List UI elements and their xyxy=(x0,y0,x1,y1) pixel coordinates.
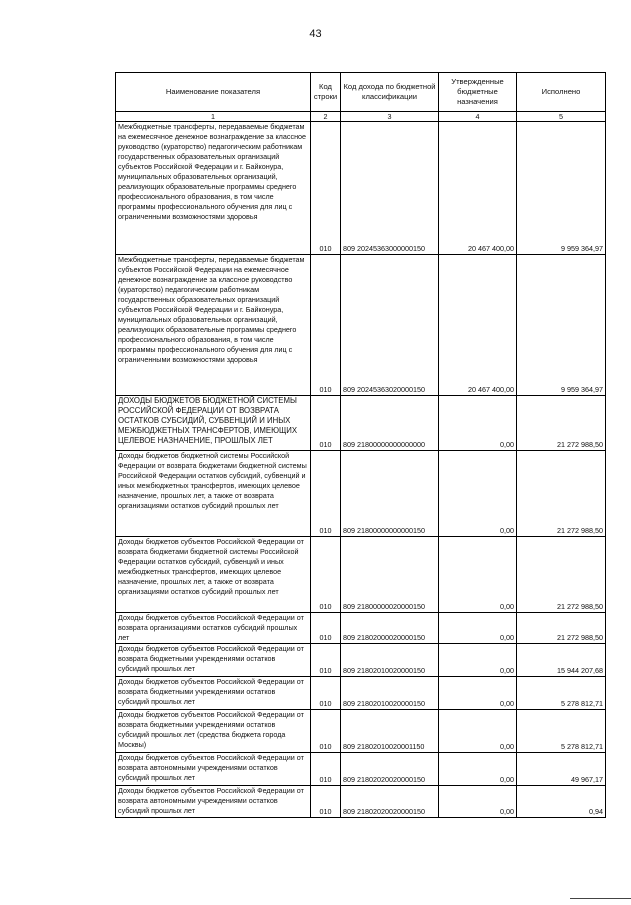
row-income-code: 809 21802020020000150 xyxy=(341,786,439,818)
header-executed: Исполнено xyxy=(517,73,606,112)
header-row xyxy=(116,73,606,112)
row-executed: 9 959 364,97 xyxy=(517,255,606,396)
row-approved: 0,00 xyxy=(439,677,517,710)
row-approved: 20 467 400,00 xyxy=(439,122,517,255)
row-executed: 0,94 xyxy=(517,786,606,818)
header-line-code: Код строки xyxy=(311,73,341,112)
row-approved: 0,00 xyxy=(439,786,517,818)
header-approved: Утвержденные бюджетные назначения xyxy=(439,73,517,112)
row-approved: 0,00 xyxy=(439,710,517,753)
table-row xyxy=(116,710,606,753)
row-income-code: 809 21802010020000150 xyxy=(341,644,439,677)
table-row xyxy=(116,677,606,710)
row-income-code: 809 20245363020000150 xyxy=(341,255,439,396)
column-number: 3 xyxy=(341,112,439,122)
row-line-code: 010 xyxy=(311,451,341,537)
row-name: Доходы бюджетов субъектов Российской Федерации от возврата организациями остатков субсидий прошлых лет xyxy=(116,613,311,644)
row-executed: 21 272 988,50 xyxy=(517,537,606,613)
row-name: Доходы бюджетов субъектов Российской Федерации от возврата бюджетами бюджетной системы Российской Федерации остатков субсидий, субвенций и иных межбюджетных трансфертов, имеющих целевое назначение, прошлых лет, а также от возврата организациями остатков субсидий прошлых лет xyxy=(116,537,311,613)
row-line-code: 010 xyxy=(311,644,341,677)
table-row xyxy=(116,537,606,613)
table-row xyxy=(116,753,606,786)
header-income-code: Код дохода по бюджетной классификации xyxy=(341,73,439,112)
column-number-row xyxy=(116,112,606,122)
table-row xyxy=(116,122,606,255)
page-number: 43 xyxy=(309,28,322,40)
column-number: 2 xyxy=(311,112,341,122)
row-income-code: 809 21802010020000150 xyxy=(341,677,439,710)
row-line-code: 010 xyxy=(311,710,341,753)
header-name: Наименование показателя xyxy=(116,73,311,112)
row-income-code: 809 21802020020000150 xyxy=(341,753,439,786)
table-row xyxy=(116,644,606,677)
row-executed: 21 272 988,50 xyxy=(517,613,606,644)
row-income-code: 809 21800000000000150 xyxy=(341,451,439,537)
row-name: Доходы бюджетов субъектов Российской Федерации от возврата бюджетными учреждениями остатков субсидий прошлых лет xyxy=(116,677,311,710)
row-name: Межбюджетные трансферты, передаваемые бюджетам на ежемесячное денежное вознаграждение за классное руководство (кураторство) педагогическим работникам государственных образовательных организаций субъектов Российской Федерации и г. Байконура, муниципальных образовательных организаций, реализующих образовательные программы среднего профессионального образования, в том числе программы профессионального обучения для лиц с ограниченными возможностями здоровья xyxy=(116,122,311,255)
row-approved: 20 467 400,00 xyxy=(439,255,517,396)
row-line-code: 010 xyxy=(311,753,341,786)
row-income-code: 809 21802000020000150 xyxy=(341,613,439,644)
row-approved: 0,00 xyxy=(439,451,517,537)
table-row xyxy=(116,396,606,451)
row-executed: 9 959 364,97 xyxy=(517,122,606,255)
row-executed: 21 272 988,50 xyxy=(517,451,606,537)
row-executed: 5 278 812,71 xyxy=(517,710,606,753)
table-row xyxy=(116,613,606,644)
row-name: Доходы бюджетов субъектов Российской Федерации от возврата бюджетными учреждениями остатков субсидий прошлых лет (средства бюджета города Москвы) xyxy=(116,710,311,753)
row-name: Доходы бюджетов субъектов Российской Федерации от возврата автономными учреждениями остатков субсидий прошлых лет xyxy=(116,786,311,818)
column-number: 5 xyxy=(517,112,606,122)
row-income-code: 809 21802010020001150 xyxy=(341,710,439,753)
page-edge-line xyxy=(570,898,631,899)
row-income-code: 809 20245363000000150 xyxy=(341,122,439,255)
row-name: ДОХОДЫ БЮДЖЕТОВ БЮДЖЕТНОЙ СИСТЕМЫ РОССИЙСКОЙ ФЕДЕРАЦИИ ОТ ВОЗВРАТА ОСТАТКОВ СУБСИДИЙ, СУБВЕНЦИЙ И ИНЫХ МЕЖБЮДЖЕТНЫХ ТРАНСФЕРТОВ, ИМЕЮЩИХ ЦЕЛЕВОЕ НАЗНАЧЕНИЕ, ПРОШЛЫХ ЛЕТ xyxy=(116,396,311,451)
row-executed: 49 967,17 xyxy=(517,753,606,786)
row-approved: 0,00 xyxy=(439,396,517,451)
table-row xyxy=(116,786,606,818)
row-name: Доходы бюджетов субъектов Российской Федерации от возврата автономными учреждениями остатков субсидий прошлых лет xyxy=(116,753,311,786)
row-line-code: 010 xyxy=(311,613,341,644)
row-name: Доходы бюджетов бюджетной системы Российской Федерации от возврата бюджетами бюджетной системы Российской Федерации остатков субсидий, субвенций и иных межбюджетных трансфертов, имеющих целевое назначение, прошлых лет, а также от возврата организациями остатков субсидий прошлых лет xyxy=(116,451,311,537)
row-approved: 0,00 xyxy=(439,644,517,677)
row-income-code: 809 21800000020000150 xyxy=(341,537,439,613)
row-line-code: 010 xyxy=(311,255,341,396)
row-executed: 15 944 207,68 xyxy=(517,644,606,677)
row-approved: 0,00 xyxy=(439,537,517,613)
row-approved: 0,00 xyxy=(439,753,517,786)
column-number: 4 xyxy=(439,112,517,122)
column-number: 1 xyxy=(116,112,311,122)
budget-income-table xyxy=(115,72,606,818)
row-line-code: 010 xyxy=(311,122,341,255)
row-executed: 5 278 812,71 xyxy=(517,677,606,710)
row-line-code: 010 xyxy=(311,677,341,710)
row-line-code: 010 xyxy=(311,537,341,613)
row-line-code: 010 xyxy=(311,396,341,451)
row-name: Доходы бюджетов субъектов Российской Федерации от возврата бюджетными учреждениями остатков субсидий прошлых лет xyxy=(116,644,311,677)
row-name: Межбюджетные трансферты, передаваемые бюджетам субъектов Российской Федерации на ежемесячное денежное вознаграждение за классное руководство (кураторство) педагогическим работникам государственных образовательных организаций субъектов Российской Федерации и г. Байконура, муниципальных образовательных организаций, реализующих образовательные программы среднего профессионального образования, в том числе программы профессионального обучения для лиц с ограниченными возможностями здоровья xyxy=(116,255,311,396)
row-approved: 0,00 xyxy=(439,613,517,644)
table-row xyxy=(116,451,606,537)
row-line-code: 010 xyxy=(311,786,341,818)
row-income-code: 809 21800000000000000 xyxy=(341,396,439,451)
table-row xyxy=(116,255,606,396)
row-executed: 21 272 988,50 xyxy=(517,396,606,451)
